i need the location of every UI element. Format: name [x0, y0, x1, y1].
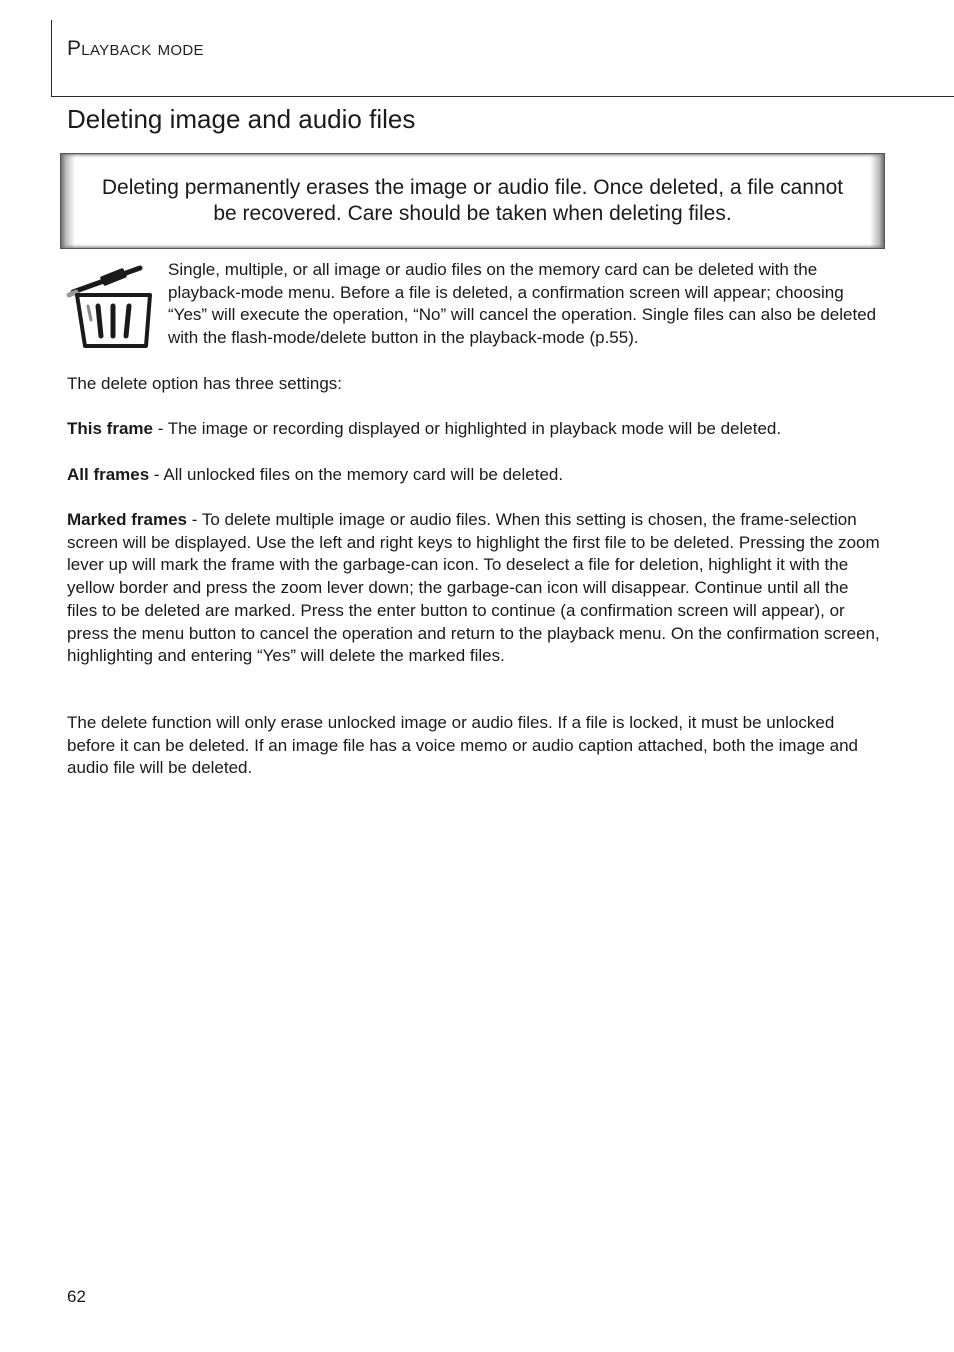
options-intro: The delete option has three settings:	[67, 374, 343, 393]
page-number: 62	[67, 1287, 86, 1306]
trash-can-icon	[64, 262, 156, 354]
warning-text: Deleting permanently erases the image or audio file. Once deleted, a file cannot be recovered. Care should be taken when deleting files.	[101, 176, 844, 225]
option-description: - The image or recording displayed or highlighted in playback mode will be deleted.	[152, 419, 782, 438]
option-all-frames	[67, 464, 883, 487]
option-description: - To delete multiple image or audio files. When this setting is chosen, the frame-selection screen will be displayed. Use the left and right keys to highlight the first file to be deleted. Pressing the zoom lever up will mark the frame with the garbage-can icon. To deselect a file for deletion, highlight it with the yellow border and press the zoom lever down; the garbage-can icon will disappear. Continue until all the files to be deleted are marked. Press the enter button to continue (a confirmation screen will appear), or press the menu button to cancel the operation and return to the playback menu. On the confirmation screen, highlighting and entering “Yes” will delete the marked files.	[67, 510, 880, 666]
header-horizontal-rule	[51, 96, 954, 97]
option-term: Marked frames	[67, 510, 188, 529]
option-term: All frames	[67, 465, 150, 484]
page-title: Deleting image and audio files	[67, 104, 416, 134]
option-marked-frames	[67, 509, 883, 668]
closing-paragraph: The delete function will only erase unlocked image or audio files. If a file is locked, it must be unlocked before it can be deleted. If an image file has a voice memo or audio caption attached, both the image and audio file will be deleted.	[67, 713, 859, 778]
header-vertical-rule	[51, 20, 52, 97]
option-description: - All unlocked files on the memory card will be deleted.	[149, 465, 564, 484]
warning-box	[60, 153, 885, 249]
intro-paragraph: Single, multiple, or all image or audio files on the memory card can be deleted with the playback-mode menu. Before a file is deleted, a confirmation screen will appear; choosing “Yes” will execute the operation, “No” will cancel the operation. Single files can also be deleted with the flash-mode/delete button in the playback-mode (p.55).	[168, 260, 877, 348]
option-this-frame	[67, 418, 883, 441]
section-label: Playback mode	[67, 37, 204, 60]
option-term: This frame	[67, 419, 153, 438]
